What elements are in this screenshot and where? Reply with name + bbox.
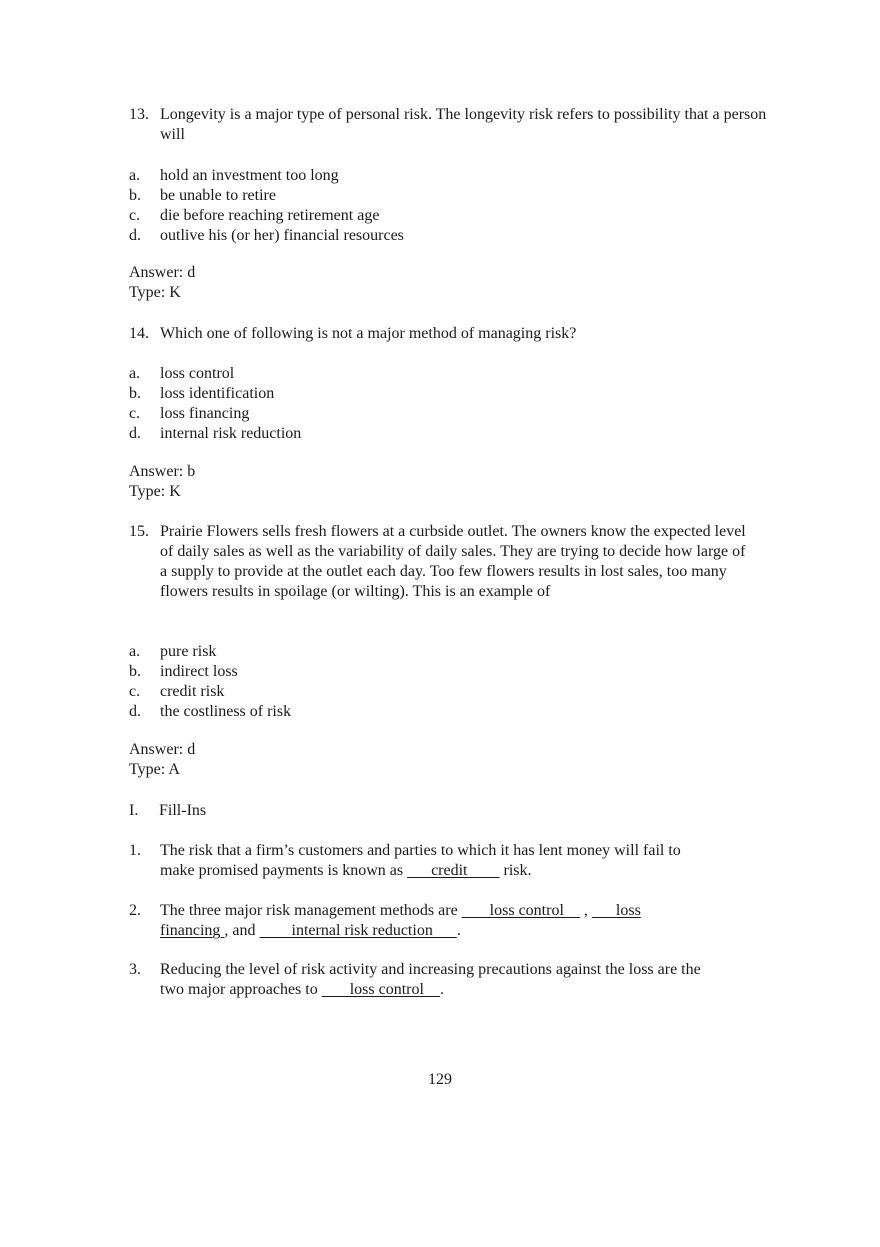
- fill-in-text: two major approaches to: [160, 981, 322, 998]
- question-text: Which one of following is not a major method of managing risk?: [160, 325, 577, 342]
- question-14: [129, 324, 769, 344]
- question-number: 15.: [129, 523, 149, 540]
- fill-in-answer: internal risk reduction: [259, 922, 457, 939]
- fill-in-2: [129, 901, 769, 941]
- option-a: a. loss control: [129, 365, 235, 382]
- fill-in-answer: loss control: [321, 981, 440, 998]
- fill-in-1: [129, 841, 769, 881]
- option-b: b. loss identification: [129, 385, 275, 402]
- section-heading: [129, 801, 769, 821]
- fill-in-3: [129, 960, 769, 1000]
- fill-in-text: ,: [579, 902, 592, 919]
- question-14-options: [129, 364, 769, 444]
- fill-in-text: Reducing the level of risk activity and increasing precautions against the loss are the: [160, 961, 701, 978]
- fill-in-number: 1.: [129, 842, 141, 859]
- option-d: d. the costliness of risk: [129, 703, 292, 720]
- type-line: Type: A: [129, 761, 180, 778]
- option-d: d. internal risk reduction: [129, 425, 302, 442]
- question-15-options: [129, 642, 769, 722]
- question-text: Prairie Flowers sells fresh flowers at a curbside outlet. The owners know the expected level of daily sales as well as the variability of daily sales. They are trying to decide how large of a supply to provide at the outlet each day. Too few flowers results in lost sales, too many flowers results in spoilage (or wilting). This is an example of: [160, 523, 746, 600]
- fill-in-text: The three major risk management methods are: [160, 902, 462, 919]
- question-13: [129, 105, 769, 145]
- question-13-meta: [129, 263, 769, 303]
- type-line: Type: K: [129, 483, 181, 500]
- section-number: I.: [129, 802, 139, 819]
- question-number: 14.: [129, 325, 149, 342]
- option-c: c. die before reaching retirement age: [129, 207, 380, 224]
- answer-line: Answer: d: [129, 264, 196, 281]
- fill-in-text: .: [456, 922, 461, 939]
- question-text: Longevity is a major type of personal risk. The longevity risk refers to possibility that a person will: [160, 106, 767, 143]
- option-b: b. indirect loss: [129, 663, 238, 680]
- option-c: c. credit risk: [129, 683, 225, 700]
- fill-in-answer: loss control: [461, 902, 580, 919]
- type-line: Type: K: [129, 284, 181, 301]
- question-15-meta: [129, 740, 769, 780]
- question-14-meta: [129, 462, 769, 502]
- question-15: [129, 522, 769, 602]
- answer-line: Answer: d: [129, 741, 196, 758]
- option-d: d. outlive his (or her) financial resources: [129, 227, 404, 244]
- fill-in-text: The risk that a firm’s customers and parties to which it has lent money will fail to: [160, 842, 681, 859]
- option-c: c. loss financing: [129, 405, 250, 422]
- fill-in-text: .: [439, 981, 444, 998]
- fill-in-answer: financing: [160, 922, 225, 939]
- fill-in-text: make promised payments is known as: [160, 862, 408, 879]
- fill-in-number: 2.: [129, 902, 141, 919]
- fill-in-answer: credit: [407, 862, 500, 879]
- option-b: b. be unable to retire: [129, 187, 276, 204]
- fill-in-text: risk.: [499, 862, 532, 879]
- question-13-options: [129, 166, 769, 246]
- fill-in-number: 3.: [129, 961, 141, 978]
- option-a: a. hold an investment too long: [129, 167, 339, 184]
- fill-in-text: , and: [224, 922, 260, 939]
- answer-line: Answer: b: [129, 463, 196, 480]
- fill-in-answer: loss: [591, 902, 641, 919]
- option-a: a. pure risk: [129, 643, 217, 660]
- question-number: 13.: [129, 106, 149, 123]
- section-title: Fill-Ins: [159, 802, 207, 819]
- page-number: 129: [428, 1071, 452, 1088]
